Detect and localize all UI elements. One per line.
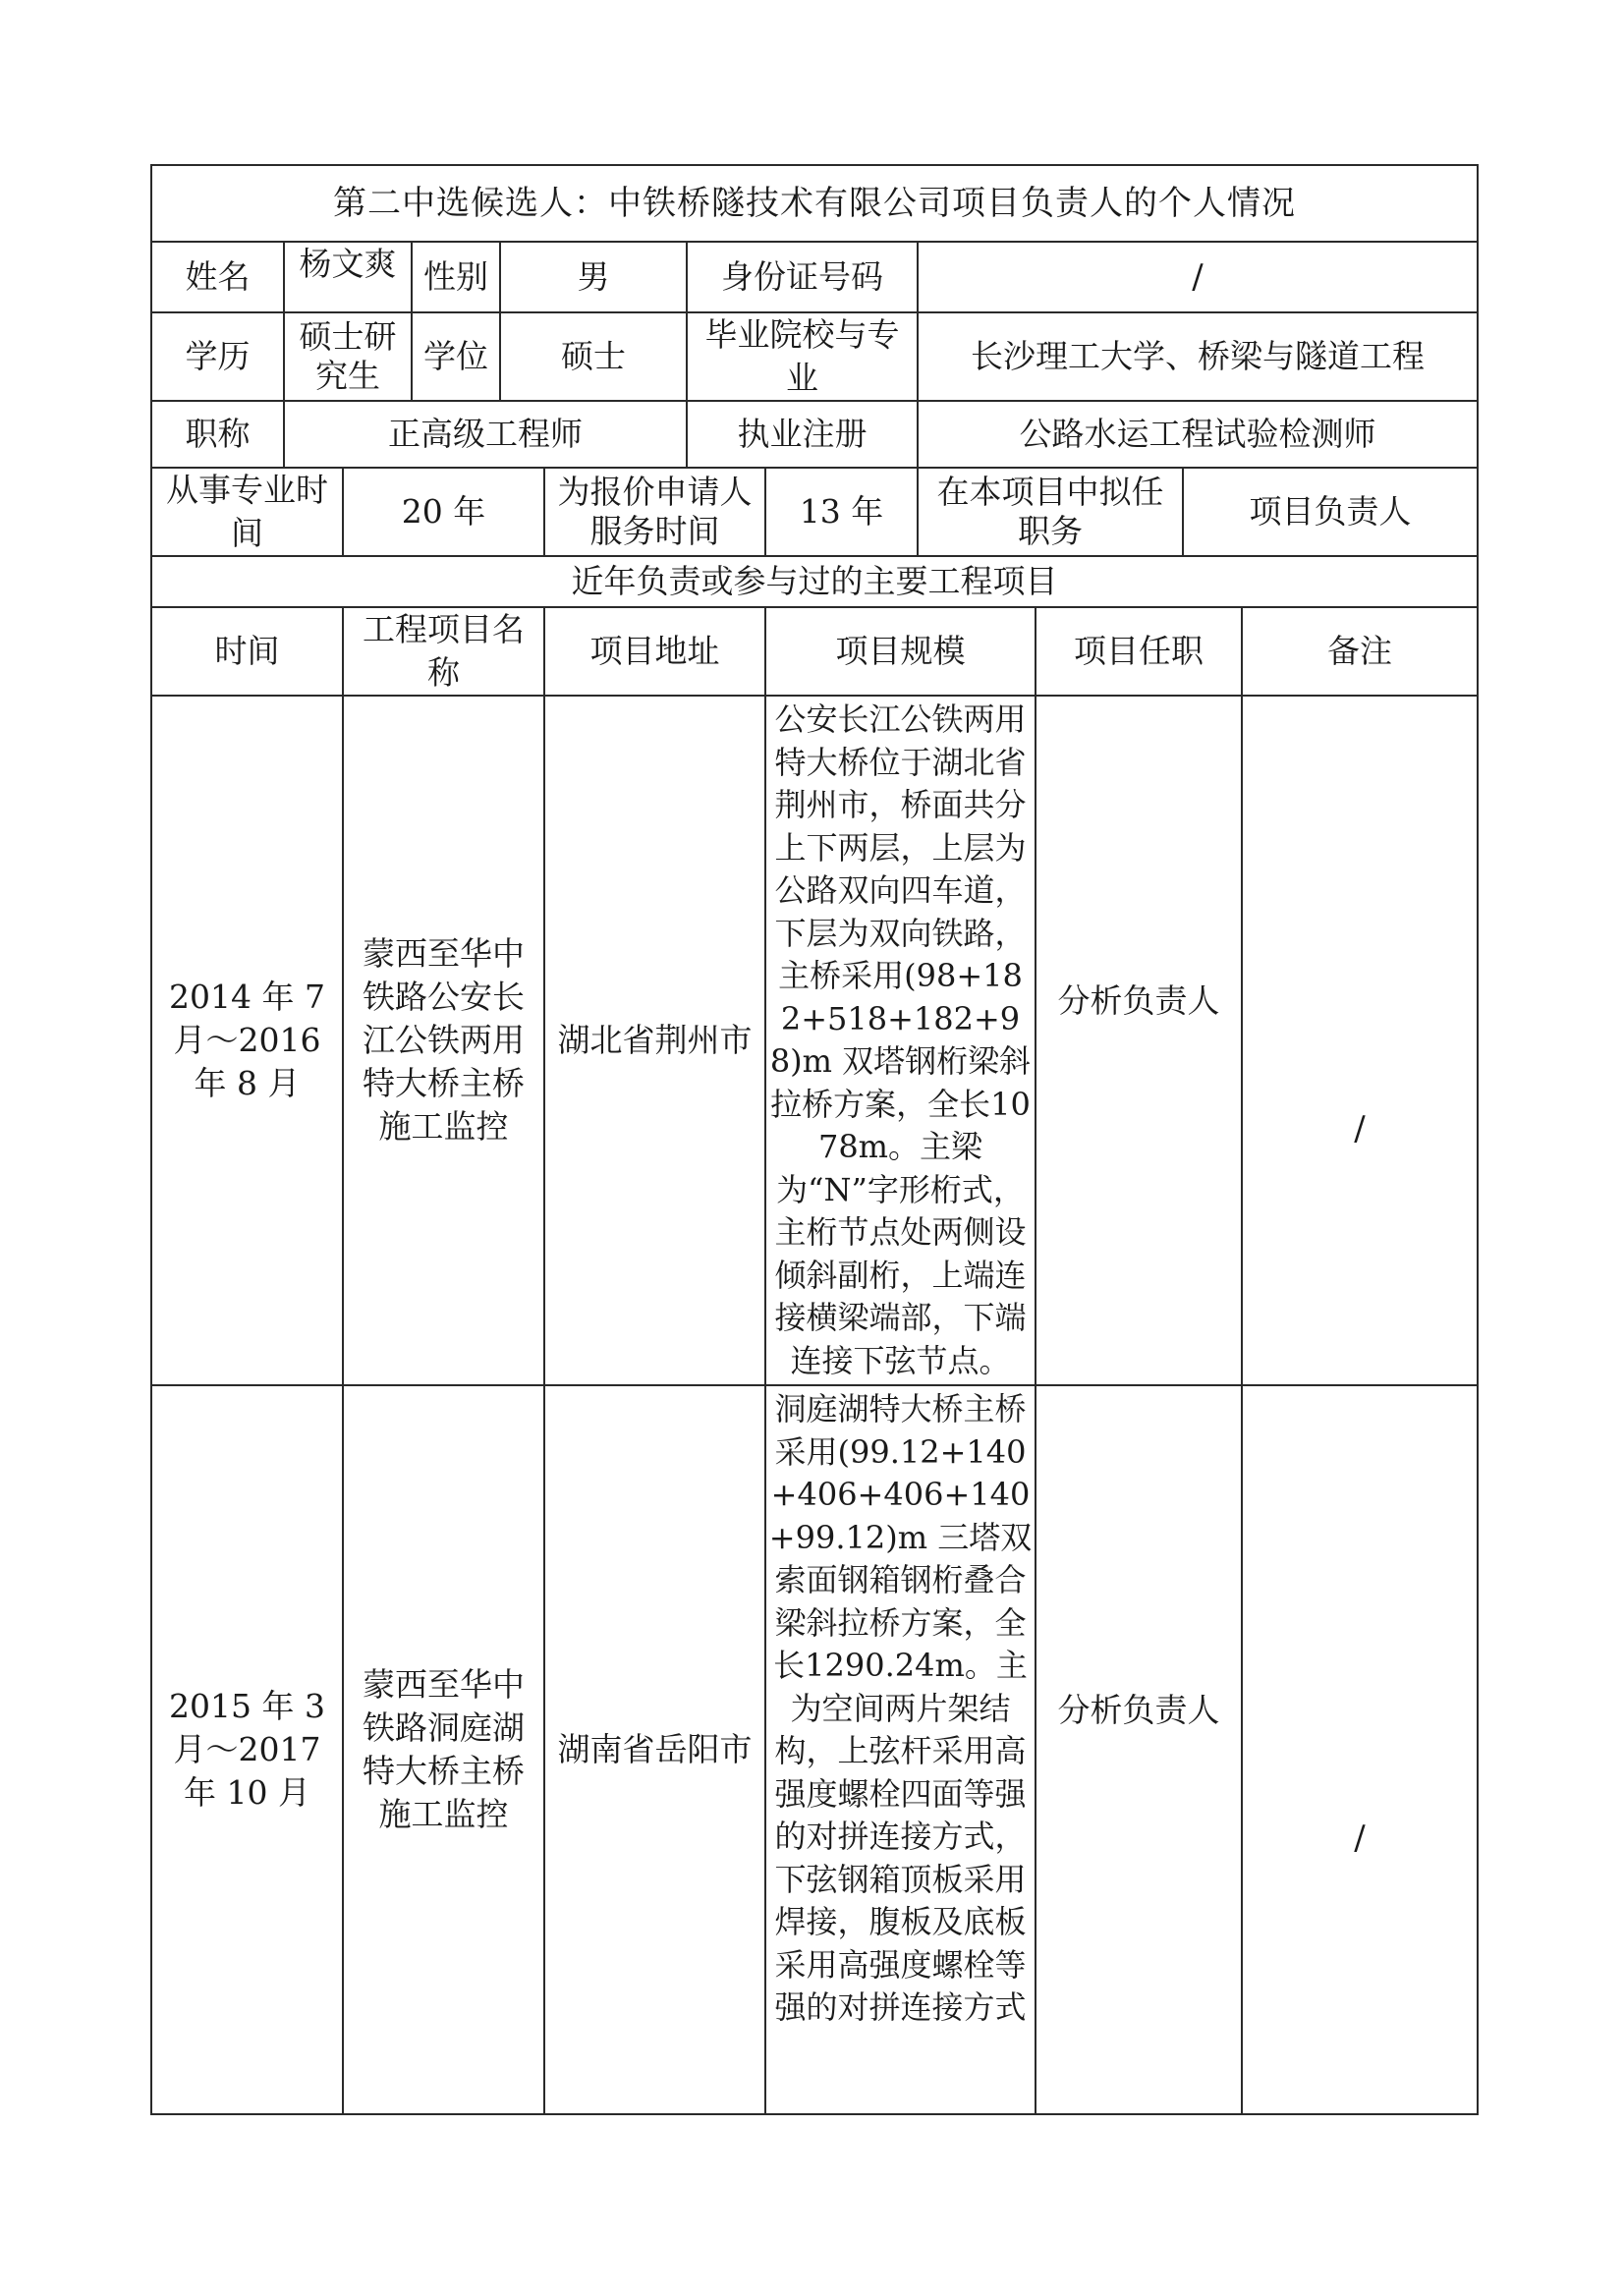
registration-value: 公路水运工程试验检测师	[918, 401, 1478, 468]
project-scale: 公安长江公铁两用特大桥位于湖北省荆州市，桥面共分上下两层，上层为公路双向四车道，下层为双向铁路，主桥采用(98+182+518+182+98)m 双塔钢桁梁斜拉桥方案，全长1078m。主梁为“N”字形桁式，主桁节点处两侧设倾斜副桁，上端连接横梁端部，下端连接下弦节点。	[765, 696, 1036, 1385]
project-address: 湖南省岳阳市	[544, 1385, 765, 2114]
col-header-note: 备注	[1242, 607, 1478, 696]
col-header-time: 时间	[151, 607, 343, 696]
project-name: 蒙西至华中铁路公安长江公铁两用特大桥主桥施工监控	[343, 696, 544, 1385]
page-title: 第二中选候选人：中铁桥隧技术有限公司项目负责人的个人情况	[151, 165, 1478, 242]
years-label: 从事专业时间	[151, 468, 343, 556]
name-value: 杨文爽	[284, 242, 412, 312]
personal-info-table-wrapper	[150, 164, 1432, 2115]
role-label: 在本项目中拟任职务	[918, 468, 1183, 556]
service-value: 13 年	[765, 468, 918, 556]
table-row	[151, 1385, 1478, 2114]
project-address: 湖北省荆州市	[544, 696, 765, 1385]
stamp-fragment-upper	[1567, 972, 1615, 1238]
registration-label: 执业注册	[687, 401, 918, 468]
project-scale: 洞庭湖特大桥主桥采用(99.12+140+406+406+140+99.12)m 三塔双索面钢箱钢桁叠合梁斜拉桥方案，全长1290.24m。主为空间两片架结构，上弦杆采用高强度螺栓四面等强的对拼连接方式，下弦钢箱顶板采用焊接，腹板及底板采用高强度螺栓等强的对拼连接方式	[765, 1385, 1036, 2114]
gender-value: 男	[500, 242, 687, 312]
education-label: 学历	[151, 312, 284, 401]
table-row	[151, 696, 1478, 1385]
col-header-scale: 项目规模	[765, 607, 1036, 696]
school-label: 毕业院校与专业	[687, 312, 918, 401]
years-value: 20 年	[343, 468, 544, 556]
pro-title-label: 职称	[151, 401, 284, 468]
education-value: 硕士研究生	[284, 312, 412, 401]
school-value: 长沙理工大学、桥梁与隧道工程	[918, 312, 1478, 401]
col-header-position: 项目任职	[1036, 607, 1242, 696]
name-label: 姓名	[151, 242, 284, 312]
project-time: 2015 年 3 月～2017 年 10 月	[151, 1385, 343, 2114]
service-label: 为报价申请人服务时间	[544, 468, 765, 556]
degree-value: 硕士	[500, 312, 687, 401]
project-time: 2014 年 7 月～2016 年 8 月	[151, 696, 343, 1385]
stamp-fragment-lower	[1566, 1669, 1616, 1994]
col-header-project-name: 工程项目名称	[343, 607, 544, 696]
project-note: /	[1242, 1385, 1478, 2114]
project-note: /	[1242, 696, 1478, 1385]
degree-label: 学位	[412, 312, 500, 401]
id-value: /	[918, 242, 1478, 312]
pro-title-value: 正高级工程师	[284, 401, 687, 468]
project-position: 分析负责人	[1036, 1385, 1242, 2114]
col-header-address: 项目地址	[544, 607, 765, 696]
id-label: 身份证号码	[687, 242, 918, 312]
project-name: 蒙西至华中铁路洞庭湖特大桥主桥施工监控	[343, 1385, 544, 2114]
role-value: 项目负责人	[1183, 468, 1478, 556]
project-position: 分析负责人	[1036, 696, 1242, 1385]
gender-label: 性别	[412, 242, 500, 312]
projects-heading: 近年负责或参与过的主要工程项目	[151, 556, 1478, 607]
personal-info-table	[150, 164, 1479, 2115]
